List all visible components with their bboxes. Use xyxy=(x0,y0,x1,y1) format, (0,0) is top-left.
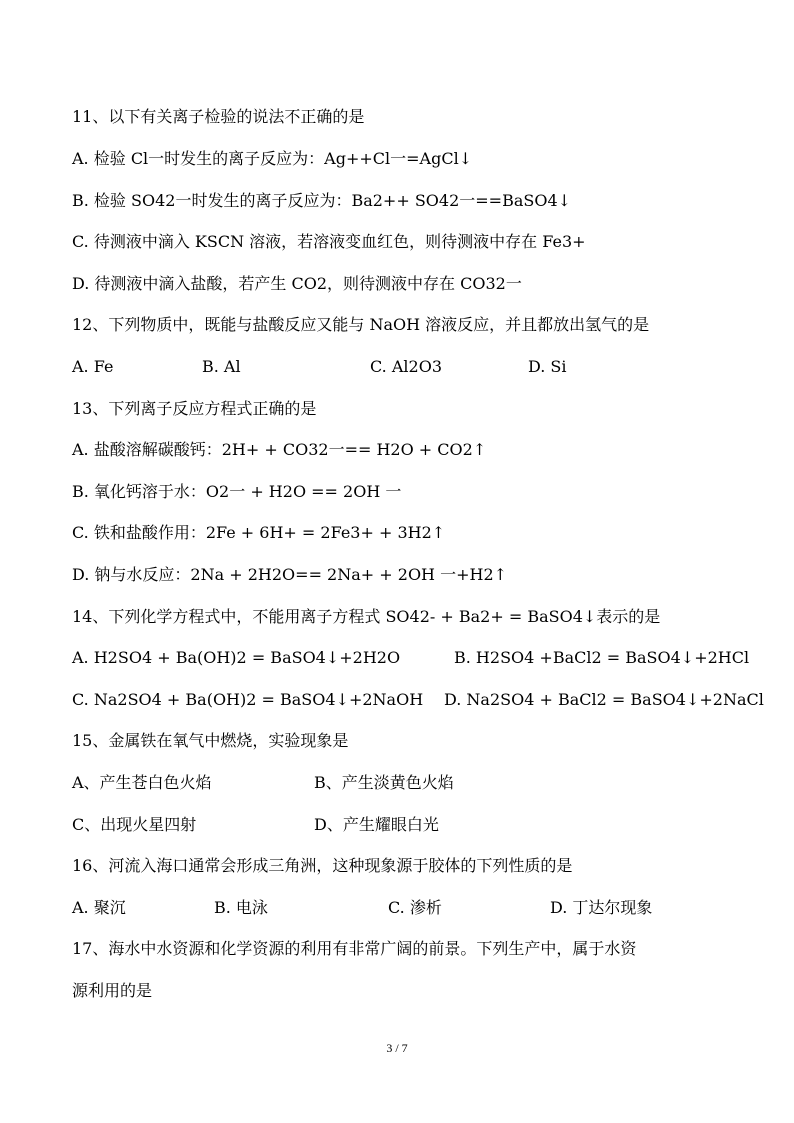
q14-option-d: D. Na2SO4 + BaCl2 = BaSO4↓+2NaCl xyxy=(444,690,764,709)
q15-option-a: A、产生苍白色火焰 xyxy=(72,773,212,792)
q17-stem-line2: 源利用的是 xyxy=(72,981,153,1000)
q11-option-b: B. 检验 SO42一时发生的离子反应为：Ba2++ SO42一==BaSO4↓ xyxy=(72,191,572,210)
q12-option-d: D. Si xyxy=(528,357,567,376)
q13-option-c: C. 铁和盐酸作用：2Fe + 6H+ = 2Fe3+ + 3H2↑ xyxy=(72,523,446,542)
page-number: 3 / 7 xyxy=(386,1041,408,1055)
q13-option-a: A. 盐酸溶解碳酸钙：2H+ + CO32一== H2O + CO2↑ xyxy=(72,440,487,459)
q14-option-a: A. H2SO4 + Ba(OH)2 = BaSO4↓+2H2O xyxy=(72,648,401,667)
q16-option-b: B. 电泳 xyxy=(214,898,268,917)
q14-stem: 14、下列化学方程式中，不能用离子方程式 SO42- + Ba2+ = BaSO4↓表示的是 xyxy=(72,607,661,626)
q16-stem: 16、河流入海口通常会形成三角洲，这种现象源于胶体的下列性质的是 xyxy=(72,856,573,875)
q13-option-b: B. 氧化钙溶于水：O2一 + H2O == 2OH 一 xyxy=(72,482,402,501)
q17-stem-line1: 17、海水中水资源和化学资源的利用有非常广阔的前景。下列生产中，属于水资 xyxy=(72,939,637,958)
q11-option-a: A. 检验 Cl一时发生的离子反应为：Ag++Cl一=AgCl↓ xyxy=(72,149,473,168)
q11-option-d: D. 待测液中滴入盐酸，若产生 CO2，则待测液中存在 CO32一 xyxy=(72,274,522,293)
q13-stem: 13、下列离子反应方程式正确的是 xyxy=(72,399,317,418)
q12-option-b: B. Al xyxy=(202,357,241,376)
q15-option-b: B、产生淡黄色火焰 xyxy=(314,773,454,792)
q15-option-d: D、产生耀眼白光 xyxy=(314,815,439,834)
q15-stem: 15、金属铁在氧气中燃烧，实验现象是 xyxy=(72,731,349,750)
q14-option-c: C. Na2SO4 + Ba(OH)2 = BaSO4↓+2NaOH xyxy=(72,690,424,709)
q11-stem: 11、以下有关离子检验的说法不正确的是 xyxy=(72,107,365,126)
q11-option-c: C. 待测液中滴入 KSCN 溶液，若溶液变血红色，则待测液中存在 Fe3+ xyxy=(72,232,586,251)
q13-option-d: D. 钠与水反应：2Na + 2H2O== 2Na+ + 2OH 一+H2↑ xyxy=(72,565,508,584)
q12-option-a: A. Fe xyxy=(72,357,114,376)
q16-option-a: A. 聚沉 xyxy=(72,898,126,917)
q15-option-c: C、出现火星四射 xyxy=(72,815,197,834)
q12-stem: 12、下列物质中，既能与盐酸反应又能与 NaOH 溶液反应，并且都放出氢气的是 xyxy=(72,315,650,334)
q16-option-d: D. 丁达尔现象 xyxy=(550,898,653,917)
q12-option-c: C. Al2O3 xyxy=(370,357,442,376)
q16-option-c: C. 渗析 xyxy=(388,898,442,917)
q14-option-b: B. H2SO4 +BaCl2 = BaSO4↓+2HCl xyxy=(454,648,750,667)
